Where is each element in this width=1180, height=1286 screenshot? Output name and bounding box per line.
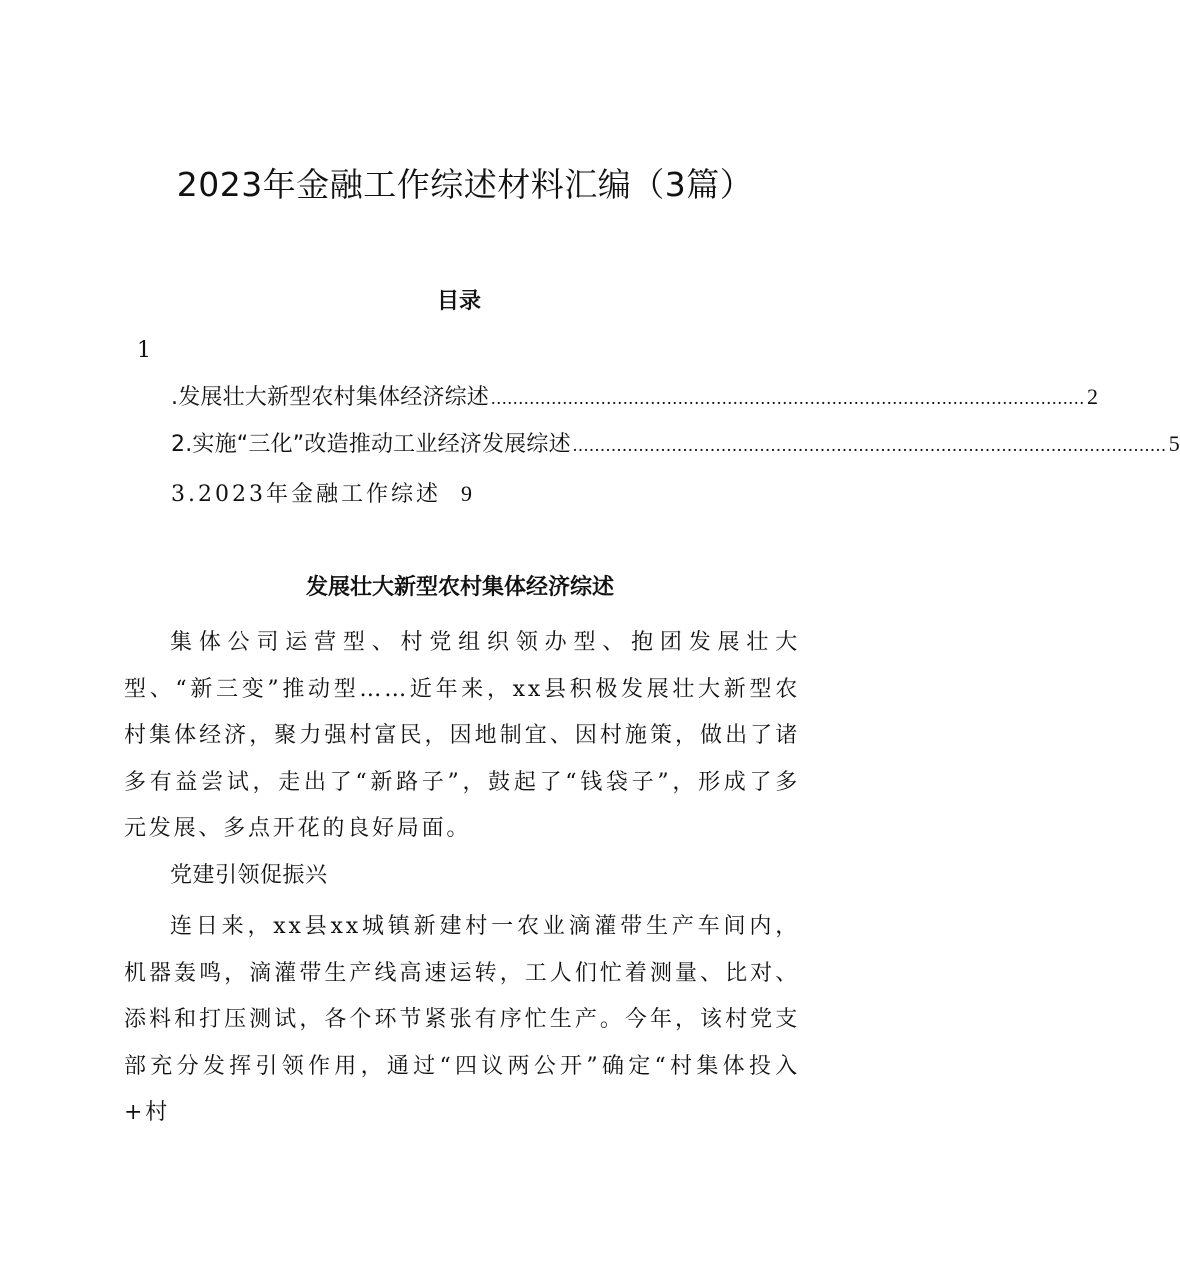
toc-page-number: 2 [1087, 384, 1098, 409]
toc-entry-1[interactable] [171, 380, 1098, 415]
intro-paragraph: 集体公司运营型、村党组织领办型、抱团发展壮大型、“新三变”推动型……近年来，xx县积极发展壮大新型农村集体经济，聚力强村富民，因地制宜、因村施策，做出了诸多有益尝试，走出了“新路子”，鼓起了“钱袋子”，形成了多元发展、多点开花的良好局面。 [124, 630, 800, 841]
toc-entry-3[interactable] [171, 477, 472, 512]
toc-entry-text: 2.实施“三化”改造推动工业经济发展综述 [171, 432, 571, 457]
toc-page-number: 9 [460, 481, 472, 506]
toc-heading: 目录 [436, 289, 481, 314]
section-title: 发展壮大新型农村集体经济综述 [305, 574, 614, 600]
body-paragraph: 连日来，xx县xx城镇新建村一农业滴灌带生产车间内，机器轰鸣，滴灌带生产线高速运转，工人们忙着测量、比对、添料和打压测试，各个环节紧张有序忙生产。今年，该村党支部充分发挥引领作用，通过“四议两公开”确定“村集体投入+村 [124, 914, 800, 1125]
document-title: 2023年金融工作综述材料汇编（3篇） [176, 165, 754, 204]
toc-entry-text: 3.2023年金融工作综述 [171, 482, 441, 507]
toc-entry-text: .发展壮大新型农村集体经济综述 [171, 385, 489, 410]
section-subheading: 党建引领促振兴 [170, 863, 328, 888]
toc-leader-dots: ............................................................................................................ [491, 388, 1085, 408]
toc-page-number: 5 [1168, 431, 1180, 456]
toc-leader-dots: ............................................................................................................ [572, 435, 1167, 455]
toc-number-line: 1 [137, 338, 151, 363]
toc-entry-2[interactable] [171, 427, 1180, 462]
